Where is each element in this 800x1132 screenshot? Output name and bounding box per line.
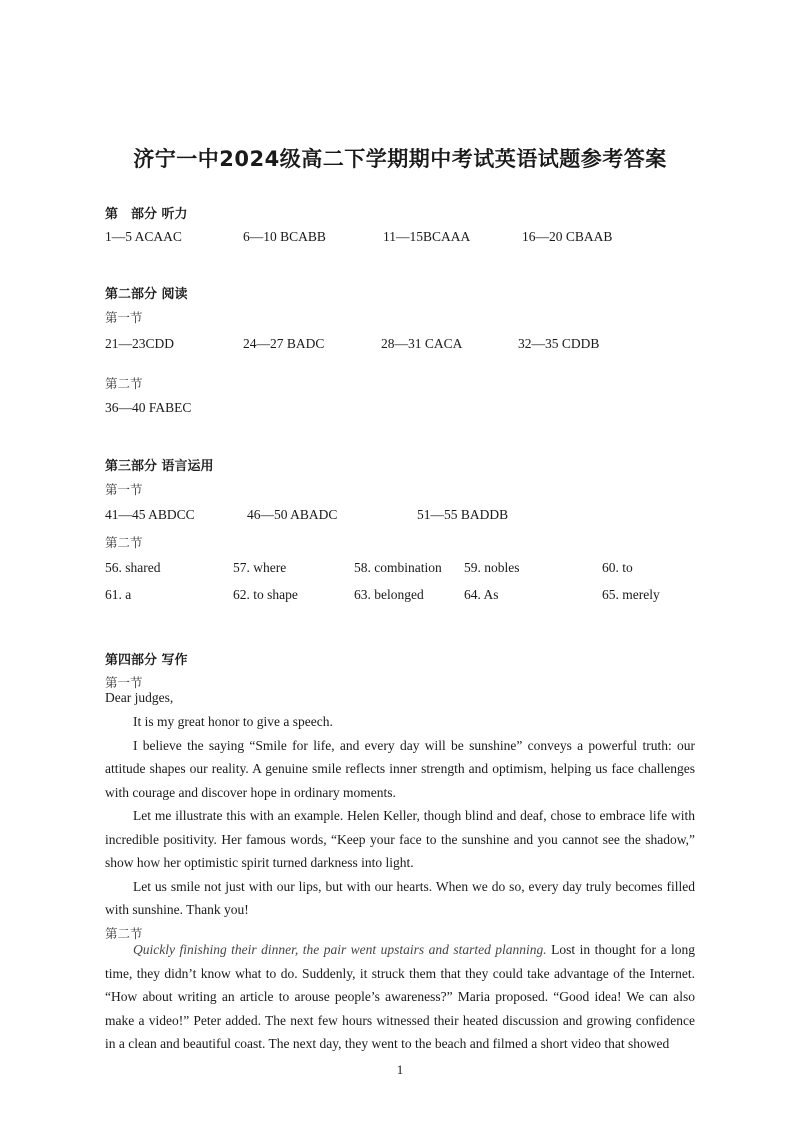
part4-heading: 第四部分 写作: [105, 653, 188, 668]
blank-answer-58: 58. combination: [354, 560, 442, 575]
page-number: 1: [396, 1062, 404, 1077]
part1-answer-4: 16—20 CBAAB: [522, 229, 613, 244]
essay-paragraph-3: Let me illustrate this with an example. Helen Keller, though blind and deaf, chose to embrace life with incredible positivity. Her famous words, “Keep your face to the sunshine and you cannot see the shadow,” show how her optimistic spirit turned darkness into light.: [105, 808, 695, 870]
continuation-paragraph: [105, 938, 695, 1056]
part3-section2-label: 第二节: [105, 535, 143, 550]
part2-answer-1: 21—23CDD: [105, 336, 175, 351]
part2-answer-4: 32—35 CDDB: [518, 336, 600, 351]
letter-greeting: Dear judges,: [105, 690, 174, 705]
blank-answer-57: 57. where: [233, 560, 287, 575]
blank-answer-62: 62. to shape: [233, 587, 298, 602]
part2-answer-3: 28—31 CACA: [381, 336, 463, 351]
blank-answer-65: 65. merely: [602, 587, 660, 602]
blank-answer-61: 61. a: [105, 587, 132, 602]
part3-answer-1: 41—45 ABDCC: [105, 507, 195, 522]
part3-heading: 第三部分 语言运用: [105, 459, 214, 474]
part1-answer-1: 1—5 ACAAC: [105, 229, 182, 244]
part1-heading: 第 部分 听力: [105, 207, 188, 222]
part2-section1-label: 第一节: [105, 310, 143, 325]
essay-paragraph-2: I believe the saying “Smile for life, and every day will be sunshine” conveys a powerful truth: our attitude shapes our reality. A genuine smile reflects inner strength and optimism, helping us face challenges with courage and discover hope in ordinary moments.: [105, 737, 695, 800]
blank-answer-64: 64. As: [464, 587, 499, 602]
part3-section1-label: 第一节: [105, 482, 143, 497]
continuation-text: Lost in thought for a long time, they didn’t know what to do. Suddenly, it struck them that they could take advantage of the Internet. “How about writing an article to arouse people’s awareness?” Maria proposed. “Good idea! We can also make a video!” Peter added. The next few hours witnessed their heated discussion and growing confidence in a clean and beautiful coast. The next day, they went to the beach and filmed a short video that showed: [105, 942, 695, 1051]
blank-answer-60: 60. to: [602, 560, 633, 575]
part1-answer-2: 6—10 BCABB: [243, 229, 326, 244]
part4-section2-label: 第二节: [105, 926, 143, 941]
part2-heading: 第二部分 阅读: [105, 287, 188, 302]
blank-answer-63: 63. belonged: [354, 587, 424, 602]
part3-answer-2: 46—50 ABADC: [247, 507, 338, 522]
part1-answer-3: 11—15BCAAA: [383, 229, 471, 244]
blank-answer-59: 59. nobles: [464, 560, 520, 575]
part2-section2-label: 第二节: [105, 376, 143, 391]
essay-body: [105, 710, 695, 922]
part3-answer-3: 51—55 BADDB: [417, 507, 509, 522]
blank-answer-56: 56. shared: [105, 560, 161, 575]
essay-paragraph-1: It is my great honor to give a speech.: [133, 714, 333, 729]
essay-paragraph-4: Let us smile not just with our lips, but with our hearts. When we do so, every day truly becomes filled with sunshine. Thank you!: [105, 878, 695, 917]
continuation-opening-sentence: Quickly finishing their dinner, the pair went upstairs and started planning.: [133, 942, 547, 957]
part2-answer-2: 24—27 BADC: [243, 336, 325, 351]
page-title: 济宁一中2024级高二下学期期中考试英语试题参考答案: [133, 147, 667, 171]
part2-section2-answer: 36—40 FABEC: [105, 400, 192, 415]
part4-section1-label: 第一节: [105, 675, 143, 690]
